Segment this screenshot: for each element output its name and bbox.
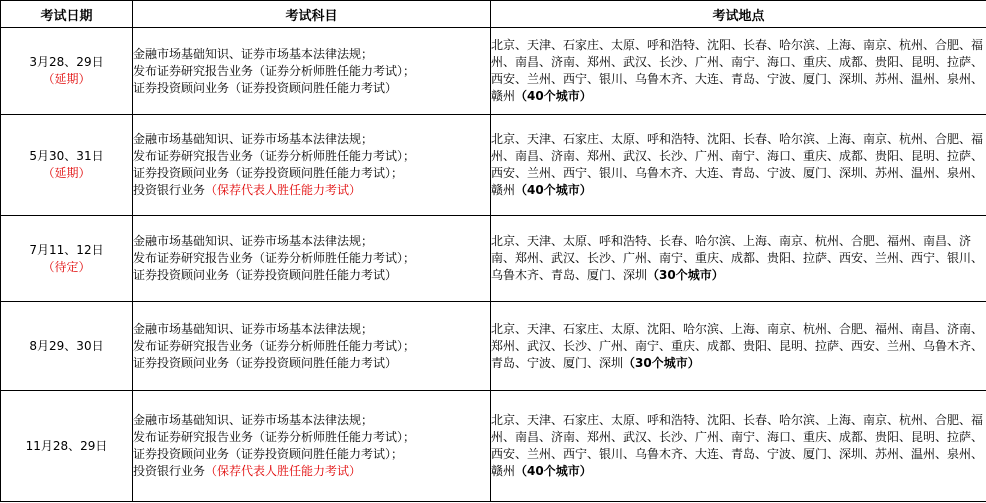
exam-subjects-cell — [133, 302, 491, 391]
subject-line: 发布证券研究报告业务（证券分析师胜任能力考试）； — [133, 149, 416, 163]
subject-highlight: （保荐代表人胜任能力考试） — [205, 464, 362, 478]
subject-line: 证券投资顾问业务（证券投资顾问胜任能力考试） — [133, 268, 398, 282]
subject-line: 证券投资顾问业务（证券投资顾问胜任能力考试） — [133, 355, 398, 370]
table-row — [1, 216, 986, 302]
city-list: 北京、天津、石家庄、太原、呼和浩特、沈阳、长春、哈尔滨、上海、南京、杭州、合肥、福州、南昌、济南、郑州、武汉、长沙、广州、南宁、海口、重庆、成都、贵阳、昆明、拉萨、西安、兰州、西宁、银川、乌鲁木齐、大连、青岛、宁波、厦门、深圳、苏州、温州、泉州、赣州 — [491, 132, 984, 197]
city-list: 北京、天津、太原、呼和浩特、长春、哈尔滨、上海、南京、杭州、合肥、福州、南昌、济南、郑州、武汉、长沙、广州、南宁、重庆、成都、贵阳、拉萨、西安、兰州、西宁、银川、乌鲁木齐、青岛、厦门、深圳 — [491, 234, 984, 282]
subject-line: 发布证券研究报告业务（证券分析师胜任能力考试）； — [133, 63, 416, 78]
subject-line: 金融市场基础知识、证券市场基本法律法规； — [133, 234, 374, 248]
exam-date-cell — [1, 115, 133, 216]
city-count: （40个城市） — [515, 89, 592, 103]
exam-date-cell — [1, 302, 133, 391]
subject-line — [133, 463, 490, 480]
exam-date-cell — [1, 28, 133, 115]
exam-locations-cell — [491, 28, 986, 115]
exam-date-cell — [1, 216, 133, 302]
exam-subjects-cell — [133, 28, 491, 115]
exam-locations-cell — [491, 391, 986, 502]
city-list: 北京、天津、石家庄、太原、沈阳、哈尔滨、上海、南京、杭州、合肥、福州、南昌、济南、郑州、武汉、长沙、广州、南宁、重庆、成都、贵阳、昆明、拉萨、西安、兰州、乌鲁木齐、青岛、宁波、厦门、深圳 — [491, 321, 984, 370]
city-count: （40个城市） — [515, 464, 592, 478]
header-date: 考试日期 — [1, 1, 133, 28]
subject-line — [133, 182, 490, 199]
exam-date: 3月28、29日 — [29, 55, 104, 69]
exam-subjects-cell — [133, 216, 491, 302]
subject-highlight: （保荐代表人胜任能力考试） — [205, 183, 362, 197]
exam-date-cell — [1, 391, 133, 502]
exam-date: 5月30、31日 — [29, 149, 104, 163]
exam-locations-cell — [491, 115, 986, 216]
exam-subjects-cell — [133, 391, 491, 502]
table-row — [1, 28, 986, 115]
subject-line: 金融市场基础知识、证券市场基本法律法规； — [133, 46, 374, 61]
header-subjects: 考试科目 — [133, 1, 491, 28]
subject-line: 发布证券研究报告业务（证券分析师胜任能力考试）； — [133, 338, 416, 353]
table-row — [1, 302, 986, 391]
subject-line: 发布证券研究报告业务（证券分析师胜任能力考试）； — [133, 430, 416, 444]
exam-locations-cell — [491, 302, 986, 391]
exam-locations-cell — [491, 216, 986, 302]
subject-line: 金融市场基础知识、证券市场基本法律法规； — [133, 413, 374, 427]
exam-status-note: （延期） — [42, 72, 91, 86]
table-row — [1, 391, 986, 502]
subject-line: 证券投资顾问业务（证券投资顾问胜任能力考试）； — [133, 166, 404, 180]
subject-line-text: 投资银行业务 — [133, 183, 206, 197]
exam-date: 8月29、30日 — [29, 338, 104, 353]
table-row — [1, 115, 986, 216]
header-locations: 考试地点 — [491, 1, 986, 28]
city-count: （30个城市） — [647, 268, 724, 282]
subject-line: 证券投资顾问业务（证券投资顾问胜任能力考试）； — [133, 447, 404, 461]
subject-line: 金融市场基础知识、证券市场基本法律法规； — [133, 132, 374, 146]
subject-line-text: 投资银行业务 — [133, 464, 206, 478]
exam-date: 11月28、29日 — [25, 438, 108, 453]
subject-line: 发布证券研究报告业务（证券分析师胜任能力考试）； — [133, 251, 416, 265]
subject-line: 金融市场基础知识、证券市场基本法律法规； — [133, 321, 374, 336]
exam-date: 7月11、12日 — [29, 242, 104, 257]
exam-subjects-cell — [133, 115, 491, 216]
exam-status-note: （待定） — [42, 259, 91, 274]
header-row — [1, 1, 986, 28]
exam-status-note: （延期） — [42, 166, 91, 180]
city-count: （30个城市） — [623, 355, 700, 370]
city-count: （40个城市） — [515, 183, 592, 197]
city-list: 北京、天津、石家庄、太原、呼和浩特、沈阳、长春、哈尔滨、上海、南京、杭州、合肥、福州、南昌、济南、郑州、武汉、长沙、广州、南宁、海口、重庆、成都、贵阳、昆明、拉萨、西安、兰州、西宁、银川、乌鲁木齐、大连、青岛、宁波、厦门、深圳、苏州、温州、泉州、赣州 — [491, 38, 984, 103]
subject-line: 证券投资顾问业务（证券投资顾问胜任能力考试） — [133, 80, 398, 95]
city-list: 北京、天津、石家庄、太原、呼和浩特、沈阳、长春、哈尔滨、上海、南京、杭州、合肥、福州、南昌、济南、郑州、武汉、长沙、广州、南宁、海口、重庆、成都、贵阳、昆明、拉萨、西安、兰州、西宁、银川、乌鲁木齐、大连、青岛、宁波、厦门、深圳、苏州、温州、泉州、赣州 — [491, 413, 984, 478]
